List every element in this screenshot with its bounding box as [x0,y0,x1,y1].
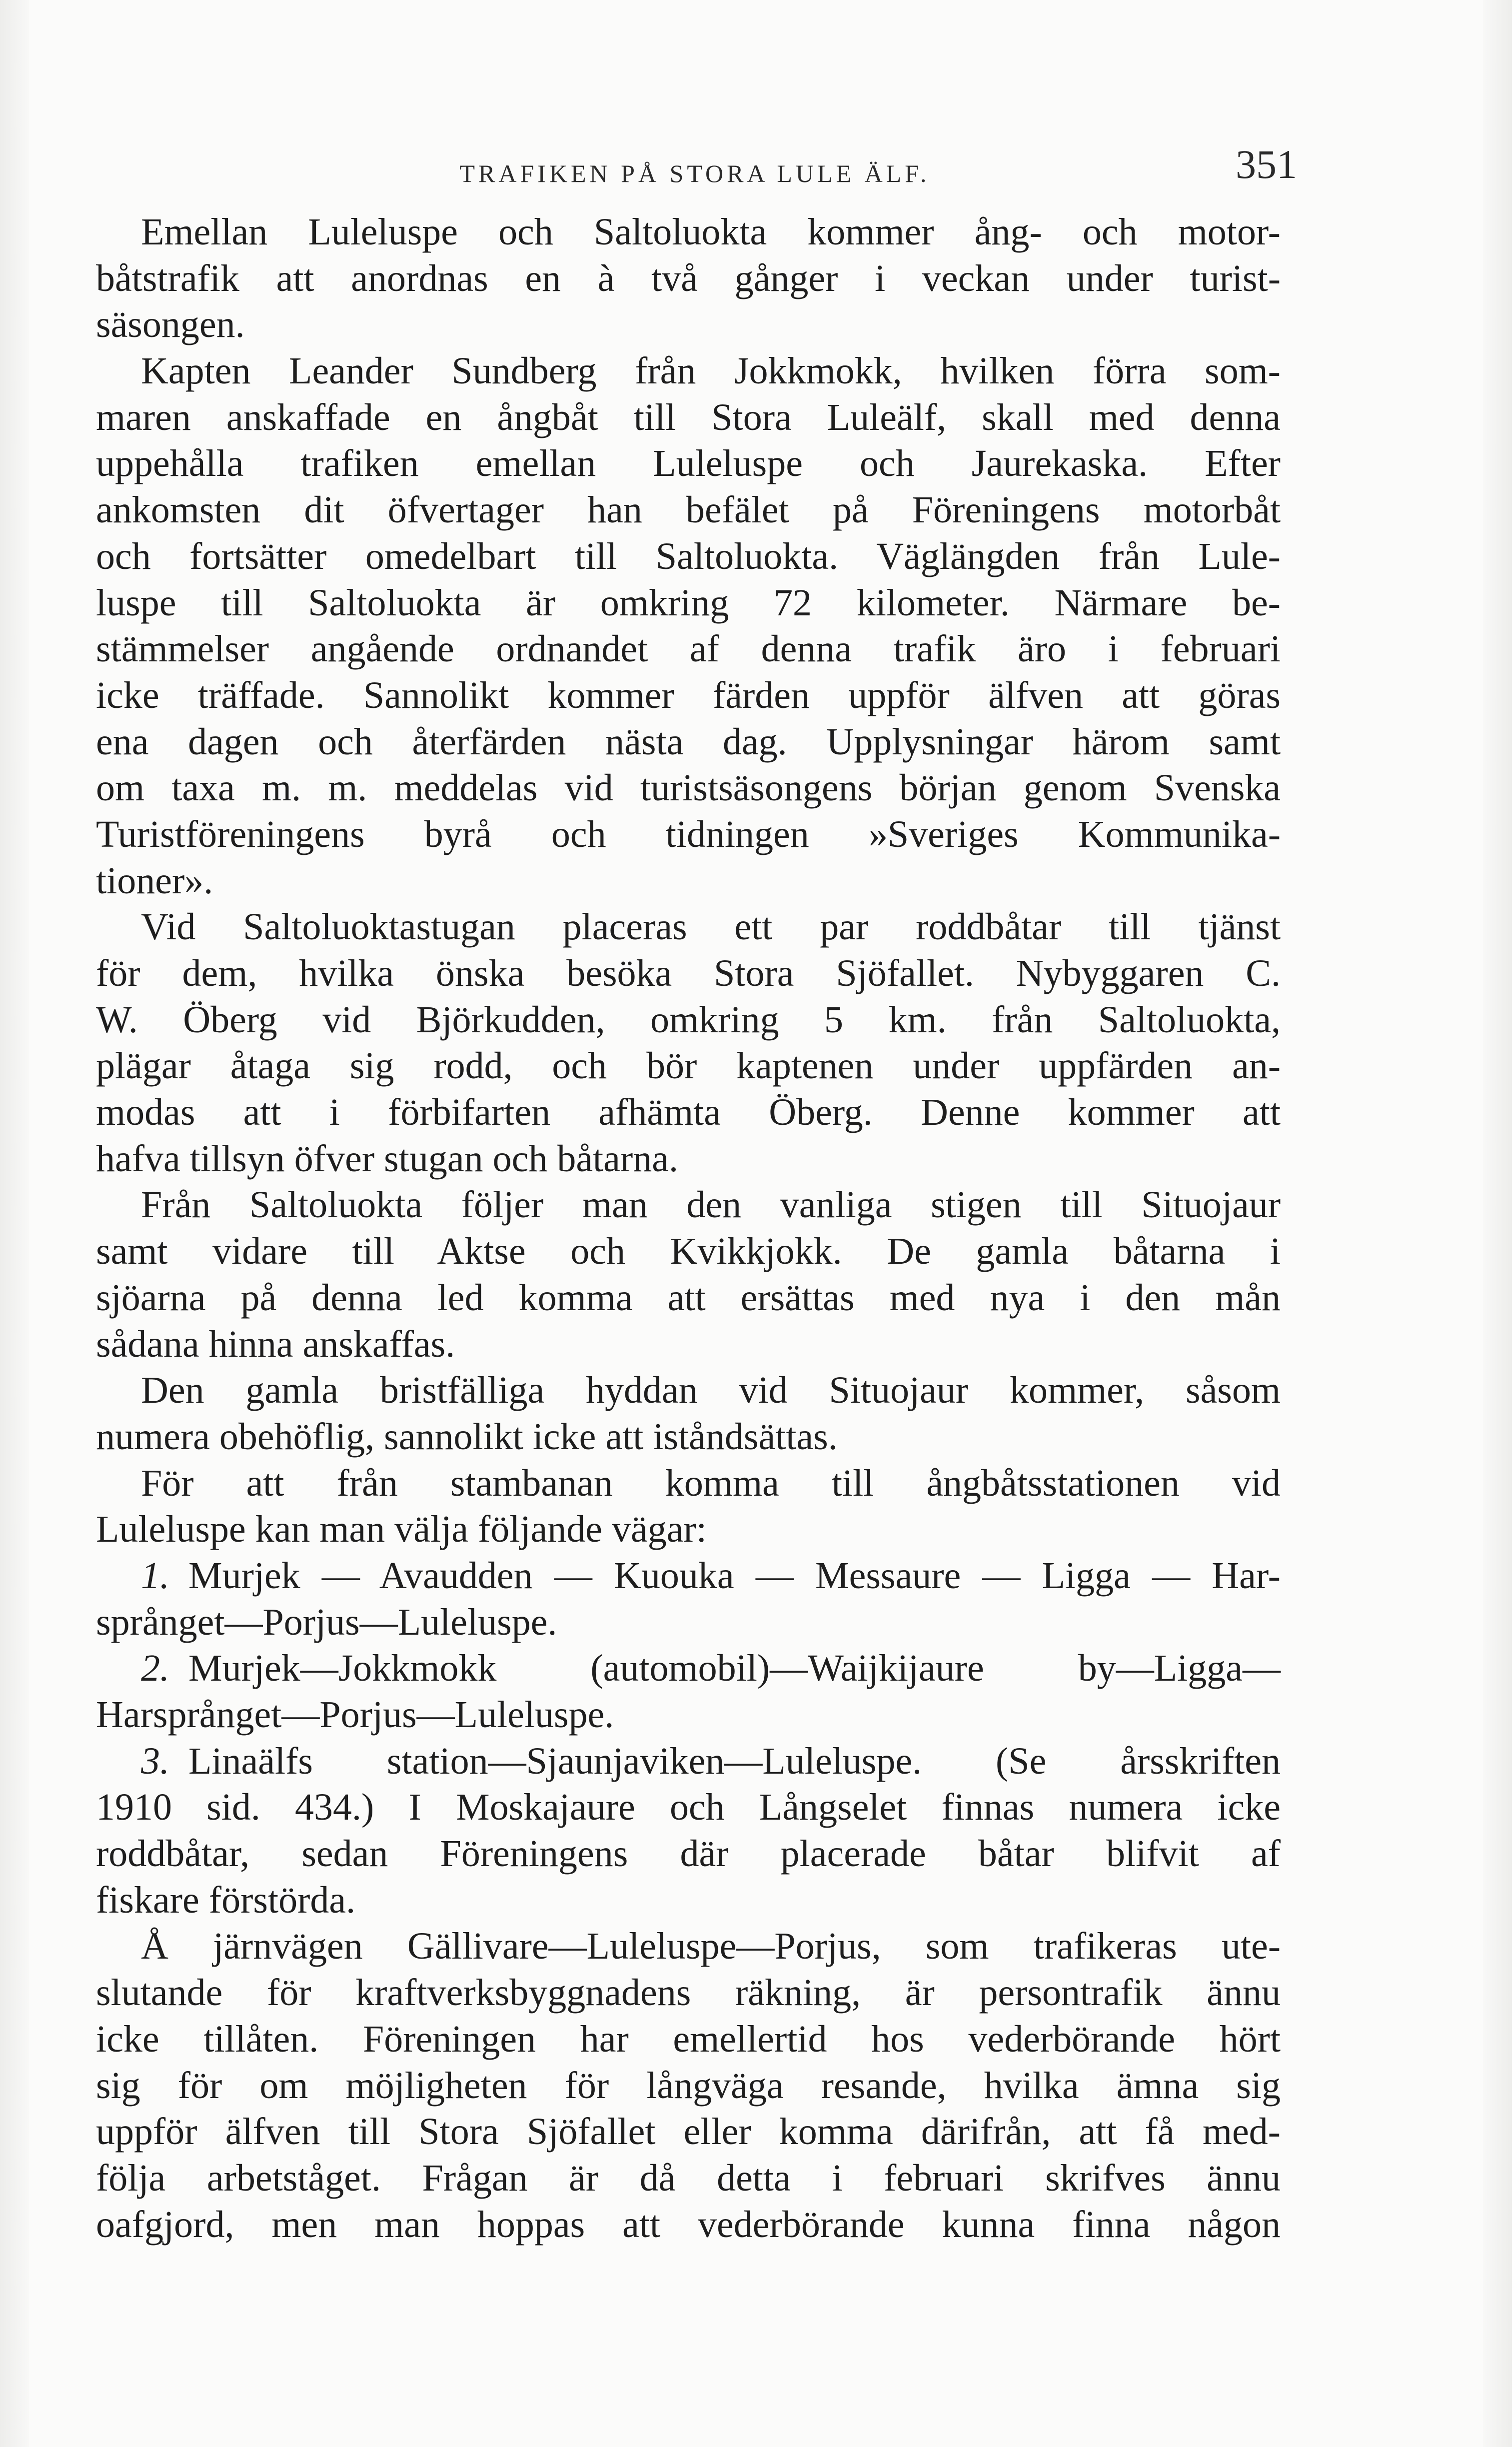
route-list-item [96,1738,1281,1924]
list-number: 2. [141,1647,169,1690]
text-line: slutande för kraftverksbyggnadens räkning, är persontrafik ännu [96,1972,1281,2014]
text-line: och fortsätter omedelbart till Saltoluokta. Väglängden från Lule- [96,535,1281,577]
text-line: oafgjord, men man hoppas att vederbörande kunna finna någon [96,2203,1281,2246]
text-line: ankomsten dit öfvertager han befälet på Föreningens motorbåt [96,489,1281,531]
scan-shadow-right [1483,0,1512,2447]
text-line: om taxa m. m. meddelas vid turistsäsongens början genom Svenska [96,767,1281,809]
text-line: båtstrafik att anordnas en à två gånger i veckan under turist- [96,257,1281,299]
text-line: Luleluspe kan man välja följande vägar: [96,1508,707,1551]
text-line: samt vidare till Aktse och Kvikkjokk. De gamla båtarna i [96,1230,1281,1273]
paragraph [96,348,1281,904]
text-line: Vid Saltoluoktastugan placeras ett par roddbåtar till tjänst [141,906,1281,948]
text-line: Turistföreningens byrå och tidningen »Sveriges Kommunika- [96,813,1281,855]
text-line: sjöarna på denna led komma att ersättas med nya i den mån [96,1276,1281,1319]
text-line [96,1553,1281,1599]
text-line: Från Saltoluokta följer man den vanliga stigen till Situojaur [141,1184,1281,1226]
text-line: plägar åtaga sig rodd, och bör kaptenen under uppfärden an- [96,1045,1281,1087]
text-line: roddbåtar, sedan Föreningens där placerade båtar blifvit af [96,1833,1281,1875]
text-line: icke tillåten. Föreningen har emellertid hos vederbörande hört [96,2018,1281,2060]
list-number: 1. [141,1554,169,1597]
text-line: Å järnvägen Gällivare—Luleluspe—Porjus, som trafikeras ute- [141,1925,1281,1968]
text-line: numera obehöflig, sannolikt icke att iståndsättas. [96,1415,838,1458]
text-line: Kapten Leander Sundberg från Jokkmokk, hvilken förra som- [141,350,1281,392]
text-line: modas att i förbifarten afhämta Öberg. Denne kommer att [96,1091,1281,1134]
text-line: säsongen. [96,303,245,346]
paragraph [96,209,1281,348]
text-line: ena dagen och återfärden nästa dag. Upplysningar härom samt [96,720,1281,763]
text-line: uppför älfven till Stora Sjöfallet eller komma därifrån, att få med- [96,2111,1281,2153]
text-line: 1910 sid. 434.) I Moskajaure och Långselet finnas numera icke [96,1786,1281,1829]
text-line: Harsprånget—Porjus—Luleluspe. [96,1694,614,1736]
paragraph [96,1923,1281,2248]
route-list-item [96,1645,1281,1738]
text-line: språnget—Porjus—Luleluspe. [96,1601,557,1643]
text-line [96,1738,1281,1785]
text-line: uppehålla trafiken emellan Luleluspe och Jaurekaska. Efter [96,442,1281,485]
paragraph [96,1182,1281,1367]
text-line: hafva tillsyn öfver stugan och båtarna. [96,1137,678,1180]
body-text [96,209,1281,2248]
text-line: Emellan Luleluspe och Saltoluokta kommer ång- och motor- [141,211,1281,253]
running-head: TRAFIKEN PÅ STORA LULE ÄLF. [459,159,930,187]
text-line [96,1645,1281,1692]
text-line: icke träffade. Sannolikt kommer färden uppför älfven att göras [96,674,1281,716]
text-line: luspe till Saltoluokta är omkring 72 kilometer. Närmare be- [96,581,1281,624]
text-line: Den gamla bristfälliga hyddan vid Situojaur kommer, såsom [141,1369,1281,1412]
text-line: W. Öberg vid Björkudden, omkring 5 km. från Saltoluokta, [96,998,1281,1041]
list-item-text: Murjek—Jokkmokk (automobil)—Waijkijaure by—Ligga— [188,1647,1281,1690]
route-list-item [96,1553,1281,1645]
text-line: sådana hinna anskaffas. [96,1323,455,1365]
text-line: för dem, hvilka önska besöka Stora Sjöfallet. Nybyggaren C. [96,952,1281,994]
list-item-text: Linaälfs station—Sjaunjaviken—Luleluspe. (Se årsskriften [188,1740,1281,1782]
paragraph [96,1460,1281,1553]
list-number: 3. [141,1740,169,1782]
paragraph [96,904,1281,1182]
text-line: För att från stambanan komma till ångbåtsstationen vid [141,1462,1281,1504]
text-line: tioner». [96,859,213,902]
page-number: 351 [1236,141,1297,187]
text-line: stämmelser angående ordnandet af denna trafik äro i februari [96,628,1281,670]
paragraph [96,1367,1281,1460]
list-item-text: Murjek — Avaudden — Kuouka — Messaure — Ligga — Har- [188,1554,1281,1597]
text-line: maren anskaffade en ångbåt till Stora Luleälf, skall med denna [96,396,1281,438]
text-line: sig för om möjligheten för långväga resande, hvilka ämna sig [96,2064,1281,2107]
text-line: följa arbetståget. Frågan är då detta i februari skrifves ännu [96,2157,1281,2199]
text-line: fiskare förstörda. [96,1879,356,1921]
scan-shadow-left [0,0,29,2447]
